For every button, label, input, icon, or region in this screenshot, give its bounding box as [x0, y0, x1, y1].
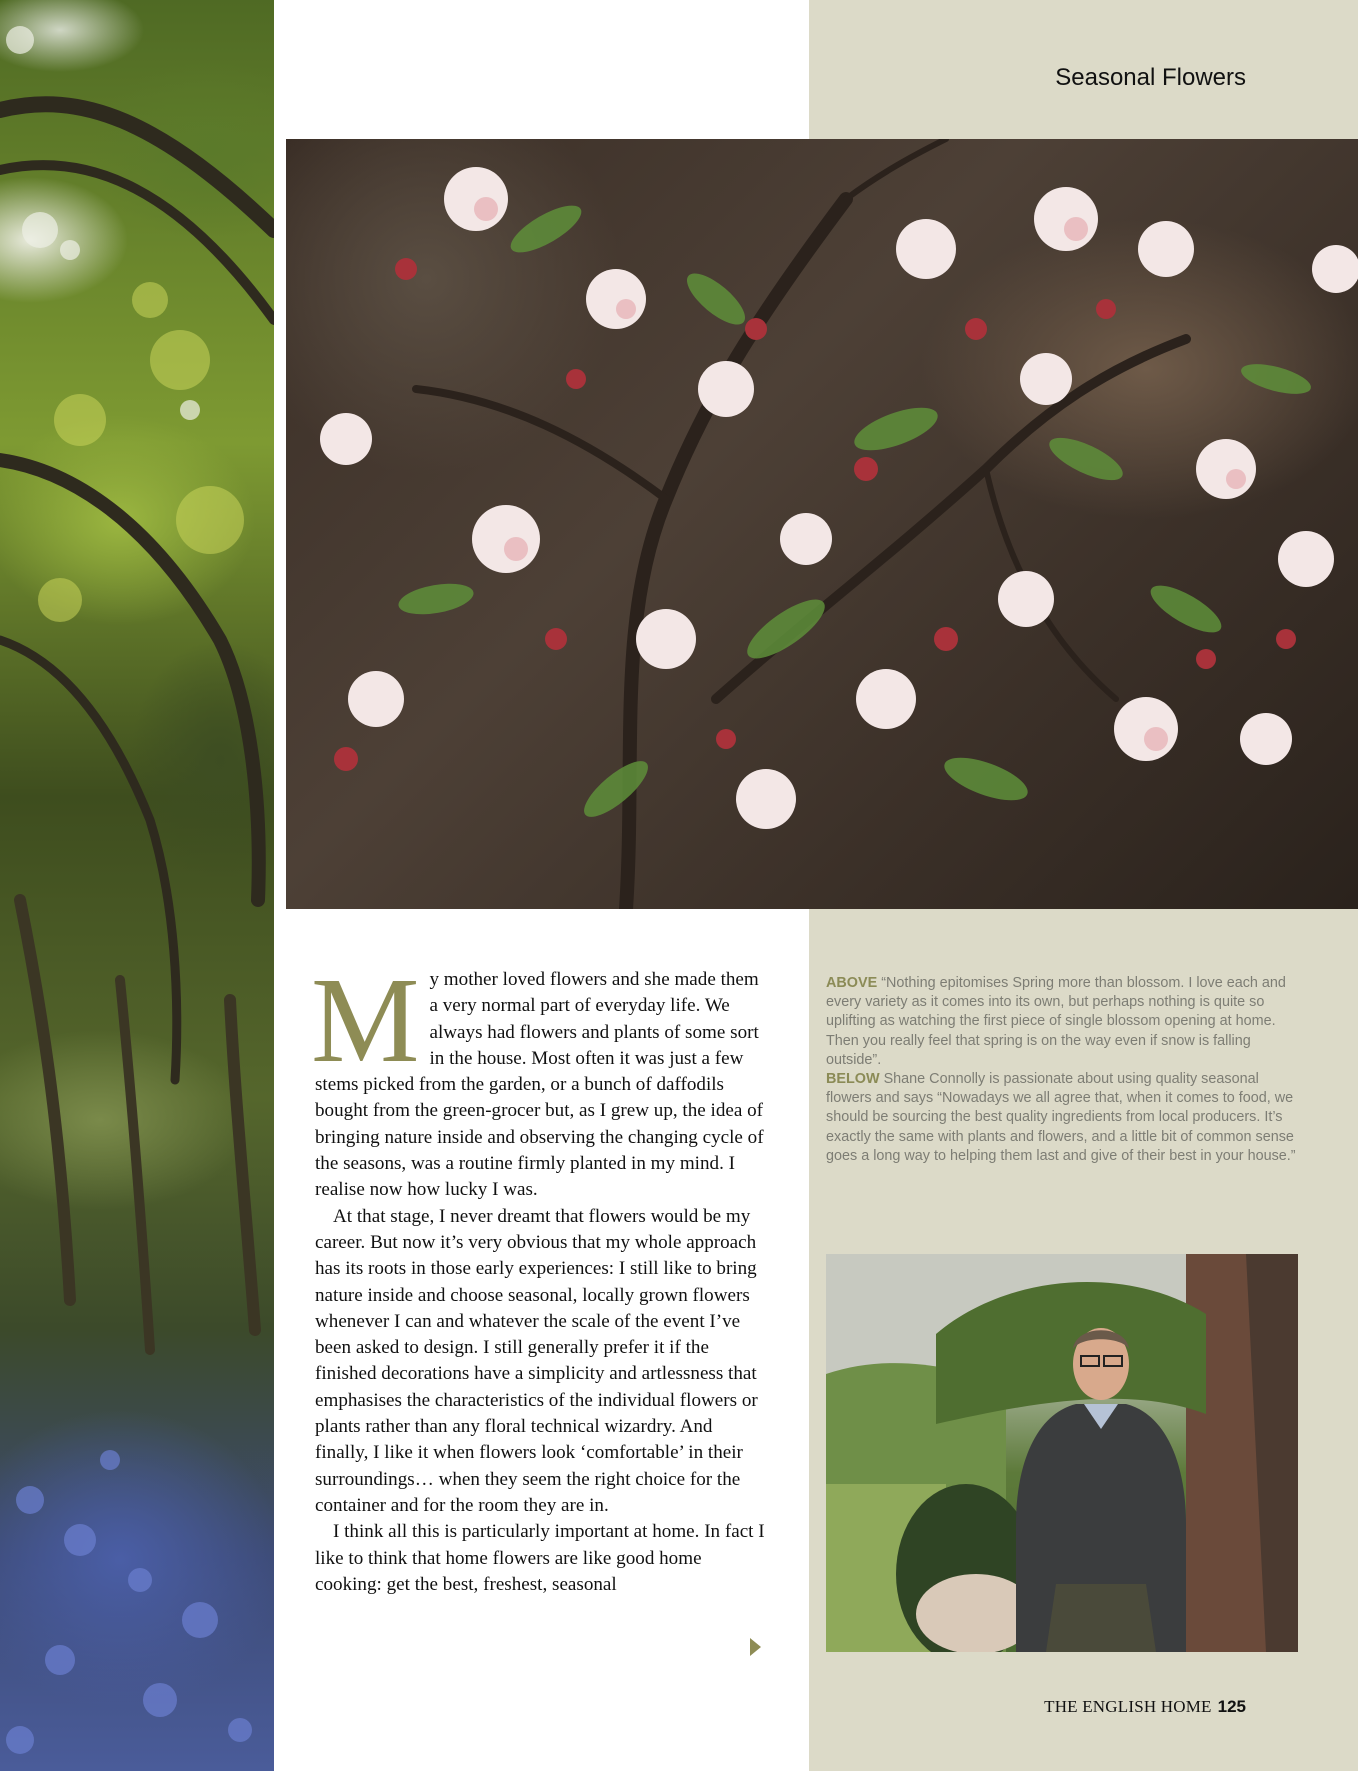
photo-caption — [826, 974, 1302, 1166]
caption-above-label: ABOVE — [826, 975, 878, 991]
page-footer — [1044, 1697, 1246, 1717]
paragraph-1-text: y mother loved flowers and she made them a very normal part of everyday life. We always had flowers and plants of some sort in the house. Most often it was just a few stems picked from the garden, or a bunch of daffodils bought from the green-grocer but, as I grew up, the idea of bringing nature inside and observing the changing cycle of the seasons, was a routine firmly planted in my mind. I realise now how lucky I was. — [315, 969, 764, 1201]
caption-above-text: “Nothing epitomises Spring more than blossom. I love each and every variety as it comes into its own, but perhaps nothing is quite so uplifting as watching the first piece of single blossom opening at home. Then you really feel that spring is on the way even if snow is falling outside”. — [826, 975, 1286, 1068]
drop-cap: M — [311, 953, 420, 1088]
section-title: Seasonal Flowers — [1055, 64, 1246, 91]
article-body — [311, 953, 765, 1598]
caption-below — [826, 1070, 1302, 1166]
article-paragraph-1 — [311, 953, 765, 1204]
garden-photo — [0, 0, 274, 1771]
continue-arrow-icon — [750, 1638, 761, 1656]
publication-name: THE ENGLISH HOME — [1044, 1697, 1212, 1716]
article-paragraph-3: I think all this is particularly important at home. In fact I like to think that home flowers are like good home cooking: get the best, freshest, seasonal — [315, 1521, 765, 1595]
caption-below-label: BELOW — [826, 1071, 880, 1088]
portrait-photo — [826, 1254, 1298, 1652]
caption-above — [826, 974, 1302, 1070]
page-number: 125 — [1217, 1697, 1246, 1716]
article-paragraph-2: At that stage, I never dreamt that flowers would be my career. But now it’s very obvious that my whole approach has its roots in those early experiences: I still like to bring nature inside and choose seasonal, locally grown flowers whenever I can and whatever the scale of the event I’ve been asked to design. I still generally prefer it if the finished decorations have a simplicity and artlessness that emphasises the characteristics of the individual flowers or plants rather than any floral technical wizardry. And finally, I like it when flowers look ‘comfortable’ in their surroundings… when they seem the right choice for the container and for the room they are in. — [315, 1205, 758, 1516]
blossom-photo — [286, 139, 1358, 909]
caption-below-text: Shane Connolly is passionate about using quality seasonal flowers and says “Nowadays we all agree that, when it comes to food, we should be sourcing the best quality ingredients from local producers. It’s exactly the same with plants and flowers, and a little bit of common sense goes a long way to helping them last and give of their best in your house.” — [826, 1071, 1296, 1164]
